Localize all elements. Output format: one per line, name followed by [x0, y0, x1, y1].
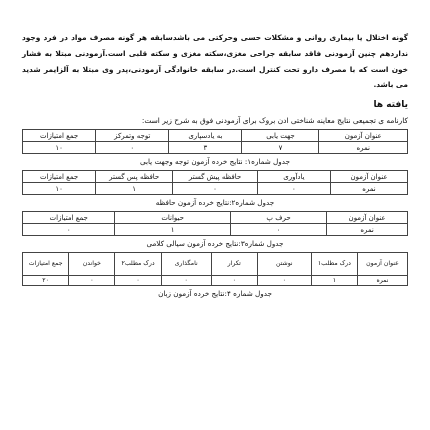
- table-caption: جدول شماره۱: نتایج خرده آزمون توجه وجهت یابی: [140, 157, 290, 167]
- table-header-cell: عنوان آزمون: [357, 253, 407, 276]
- table-header-row: [23, 130, 408, 142]
- table-cell: نمره: [357, 276, 407, 286]
- table-header-cell: جمع امتیازات: [23, 130, 96, 142]
- table-cell: نمره: [327, 224, 408, 236]
- table-header-cell: درک مطلب۲: [115, 253, 161, 276]
- table-header-cell: جمع امتیازات: [23, 253, 69, 276]
- table-header-cell: نوشتن: [257, 253, 311, 276]
- table-caption: جدول شماره۲:نتایج خرده آزمون حافظه: [155, 198, 275, 208]
- table-cell: ۱: [311, 276, 357, 286]
- table-header-cell: عنوان آزمون: [327, 212, 408, 224]
- table-caption: جدول شماره۳:نتایج خرده آزمون سیالی کلامی: [146, 239, 284, 249]
- table-header-row: [23, 212, 408, 224]
- table-header-cell: حافظه پیش گستر: [173, 171, 258, 183]
- table-header-cell: جهت یابی: [242, 130, 319, 142]
- table-header-cell: به یادسپاری: [169, 130, 242, 142]
- table-cell: ۰: [211, 276, 257, 286]
- table-row: [23, 142, 408, 154]
- table-header-cell: درک مطلب۱: [311, 253, 357, 276]
- table-header-cell: توجه وتمرکز: [96, 130, 169, 142]
- table-cell: ۷: [242, 142, 319, 154]
- language-table: [22, 252, 408, 286]
- table-cell: ۱۰: [23, 183, 96, 195]
- memory-table: [22, 170, 408, 195]
- table-row: [23, 276, 408, 286]
- table-cell: ۲۰: [23, 276, 69, 286]
- table-header-cell: حافظه پس گستر: [96, 171, 173, 183]
- table-cell: ۳: [169, 142, 242, 154]
- table-header-cell: یادآوری: [257, 171, 330, 183]
- table-cell: ۱۰: [23, 142, 96, 154]
- table-cell: ۰: [96, 142, 169, 154]
- table-header-cell: عنوان آزمون: [331, 171, 408, 183]
- case-history-paragraph: گونه اختلال یا بیماری روانی و مشکلات حسی وحرکتی می باشدسابقه هر گونه مصرف مواد در فرد وجود نداردهم چنین آزمودنی فاقد سابقه جراحی مغزی،سکته مغزی و سکته قلبی است.آزمودنی مبتلا به فشار خون است که با مصرف دارو تحت کنترل است.در سابقه خانوادگی آزمودنی،پدر وی مبتلا به آلزایمر شدید می باشد.: [22, 33, 408, 90]
- table-cell: ۱: [96, 183, 173, 195]
- table-cell: ۰: [230, 224, 326, 236]
- table-row: [23, 183, 408, 195]
- table-caption: جدول شماره ۴:نتایج خرده آزمون زبان: [158, 289, 272, 299]
- table-header-cell: جمع امتیازات: [23, 212, 115, 224]
- table-header-row: [23, 253, 408, 276]
- table-header-cell: نامگذاری: [161, 253, 211, 276]
- table-cell: نمره: [319, 142, 408, 154]
- table-header-cell: جمع امتیازات: [23, 171, 96, 183]
- document-body: [22, 30, 408, 302]
- table-cell: ۰: [115, 276, 161, 286]
- table-cell: ۰: [23, 224, 115, 236]
- table-cell: ۰: [257, 276, 311, 286]
- table-header-cell: خواندن: [69, 253, 115, 276]
- findings-intro: کارنامه ی تجمیعی نتایج معاینه شناختی ادن بروک برای آزمودنی فوق به شرح زیر است:: [141, 116, 408, 126]
- table-cell: ۰: [173, 183, 258, 195]
- findings-heading: یافته ها: [373, 100, 408, 111]
- table-header-cell: عنوان آزمون: [319, 130, 408, 142]
- table-row: [23, 224, 408, 236]
- table-header-row: [23, 171, 408, 183]
- table-cell: ۱: [115, 224, 231, 236]
- table-cell: ۰: [69, 276, 115, 286]
- table-header-cell: تکرار: [211, 253, 257, 276]
- table-header-cell: حرف پ: [230, 212, 326, 224]
- table-header-cell: حیوانات: [115, 212, 231, 224]
- table-cell: ۰: [257, 183, 330, 195]
- table-cell: ۰: [161, 276, 211, 286]
- attention-orientation-table: [22, 129, 408, 154]
- verbal-fluency-table: [22, 211, 408, 236]
- table-cell: نمره: [331, 183, 408, 195]
